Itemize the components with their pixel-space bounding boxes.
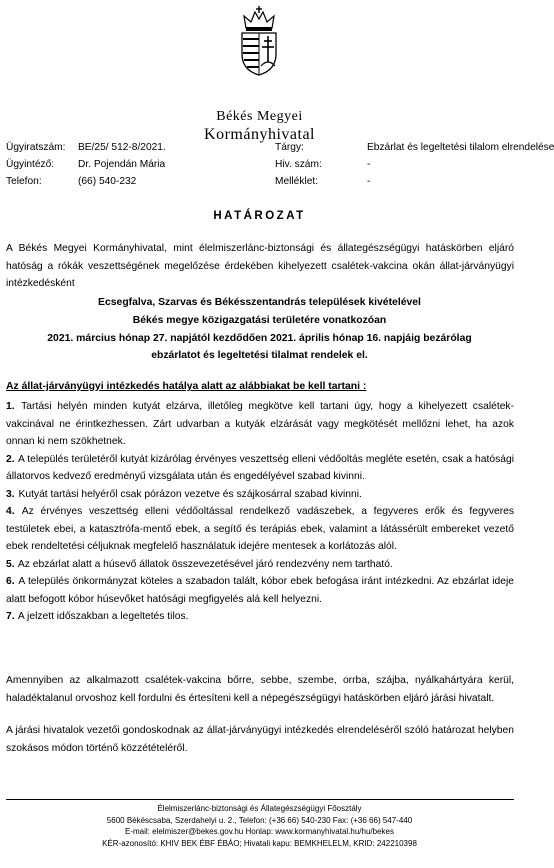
phone-value: (66) 540-232 bbox=[78, 176, 137, 187]
ref-number-value: - bbox=[367, 159, 371, 170]
rules-list bbox=[6, 398, 514, 626]
attachment-row bbox=[275, 173, 515, 190]
ref-number-label: Hiv. szám: bbox=[275, 159, 322, 170]
attachment-label: Melléklet: bbox=[275, 176, 319, 187]
decision-line-1: Ecsegfalva, Szarvas és Békésszentandrás települések kivételével bbox=[98, 297, 421, 308]
rule-item bbox=[6, 451, 514, 486]
rule-text: Az érvényes veszettség elleni védőoltással rendelkező vadászebek, a fegyveres erők és fegyveres testületek ebei, a katasztrófa-mentő ebek, a segítő és terápiás ebek, valamint a látássérült embereket vezető ebek rendeltetési céljuknak megfelelő használatuk idejére mentesek a korlátozás alól. bbox=[6, 506, 514, 552]
rule-text: Kutyát tartási helyéről csak pórázon vezetve és szájkosárral szabad kivinni. bbox=[18, 488, 362, 500]
reference-row bbox=[6, 139, 256, 156]
ref-number-row bbox=[275, 156, 515, 173]
rule-number: 2. bbox=[6, 453, 15, 465]
rule-text: A jelzett időszakban a legeltetés tilos. bbox=[17, 611, 189, 622]
footer-contact: E-mail: elelmiszer@bekes.gov.hu Honlap: www.kormanyhivatal.hu/hu/bekes bbox=[125, 827, 394, 836]
decision-line-4: ebzárlatot és legeltetési tilalmat rendelek el. bbox=[151, 350, 368, 361]
rule-text: A település területéről kutyát kizárólag érvényes veszettség elleni védőoltás megléte esetén, csak a hatósági állatorvos kedvező eredményű vizsgálata után és engedélyével szabad kivinni. bbox=[6, 453, 514, 482]
rule-item bbox=[6, 556, 514, 574]
reference-block bbox=[6, 139, 256, 190]
phone-row bbox=[6, 173, 256, 190]
reference-value: BE/25/ 512-8/2021. bbox=[78, 142, 166, 153]
rule-item bbox=[6, 608, 514, 626]
footer-address: 5600 Békéscsaba, Szerdahelyi u. 2., Telefon: (+36 66) 540-230 Fax: (+36 66) 547-440 bbox=[106, 815, 413, 825]
footer-divider bbox=[6, 799, 514, 800]
rule-number: 1. bbox=[6, 401, 15, 412]
intro-paragraph: A Békés Megyei Kormányhivatal, mint élelmiszerlánc-biztonsági és állategészségügyi hatáskörben eljáró hatóság a rókák veszettségének megelőzése érdekében kihelyezett csalétek-vakcina okán állat-járványügyi intézkedésként bbox=[6, 243, 514, 289]
case-officer-value: Dr. Pojendán Mária bbox=[78, 159, 166, 170]
rules-heading: Az állat-járványügyi intézkedés hatálya alatt az alábbiakat be kell tartani : bbox=[6, 381, 367, 392]
decision-line-2: Békés megye közigazgatási területére vonatkozóan bbox=[132, 315, 387, 326]
phone-label: Telefon: bbox=[6, 176, 42, 187]
org-name-line2: Kormányhivatal bbox=[204, 126, 315, 143]
rule-item bbox=[6, 573, 514, 608]
rule-item bbox=[6, 398, 514, 451]
case-officer-row bbox=[6, 156, 256, 173]
footer-ids: KÉR-azonosító: KHIV BEK ÉBF ÉBÁO; Hivatali kapu: BEMKHELELM, KRID: 242210398 bbox=[102, 838, 417, 848]
subject-block bbox=[275, 139, 554, 190]
document-title: HATÁROZAT bbox=[213, 210, 306, 222]
rule-number: 5. bbox=[6, 558, 15, 570]
case-officer-label: Ügyintéző: bbox=[6, 159, 55, 170]
rule-item bbox=[6, 486, 514, 504]
footer-department: Élelmiszerlánc-biztonsági és Állategészségügyi Főosztály bbox=[157, 804, 362, 813]
decision-line-3: 2021. március hónap 27. napjától kezdődően 2021. április hónap 16. napjáig bezárólag bbox=[47, 333, 472, 344]
rule-number: 4. bbox=[6, 506, 15, 517]
attachment-value: - bbox=[367, 176, 371, 187]
closing-paragraph-1: Amennyiben az alkalmazott csalétek-vakcina bőrre, sebbe, szembe, orrba, szájba, nyálkahártyára kerül, haladéktalanul orvoshoz kell fordulni és értesíteni kell a népegészségügyi hatáskörben eljáró járási hivatalt. bbox=[6, 675, 514, 704]
rule-number: 6. bbox=[6, 576, 15, 587]
footer bbox=[0, 803, 519, 849]
org-name-line1: Békés Megyei bbox=[216, 109, 303, 124]
rule-item bbox=[6, 503, 514, 556]
rule-number: 3. bbox=[6, 488, 15, 500]
rule-text: Tartási helyén minden kutyát elzárva, illetőleg megkötve kell tartani úgy, hogy a kihelyezett csalétek-vakcinával ne érintkezhessen. Zárt udvarban a kutyák elzárását vagy megkötését mellőzni lehet, ha azok onnan ki nem szökhetnek. bbox=[6, 401, 514, 447]
coat-of-arms-icon bbox=[238, 6, 280, 76]
rule-text: A település önkormányzat köteles a szabadon talált, kóbor ebek befogása iránt intézkedni. Az ebzárlat ideje alatt befogott kóbor húsevőket hatósági megfigyelés alá kell helyezni. bbox=[6, 576, 514, 605]
rule-text: Az ebzárlat alatt a húsevő állatok összevezetésével járó rendezvény nem tartható. bbox=[17, 558, 393, 570]
reference-label: Ügyiratszám: bbox=[6, 142, 66, 153]
subject-value: Ebzárlat és legeltetési tilalom elrendelése bbox=[367, 142, 554, 153]
subject-row bbox=[275, 139, 554, 156]
subject-label: Tárgy: bbox=[275, 142, 304, 153]
closing-paragraph-2: A járási hivatalok vezetői gondoskodnak az állat-járványügyi intézkedés elrendeléséről szóló határozat helyben szokásos módon történő közzétételéről. bbox=[6, 725, 514, 754]
rule-number: 7. bbox=[6, 611, 15, 622]
